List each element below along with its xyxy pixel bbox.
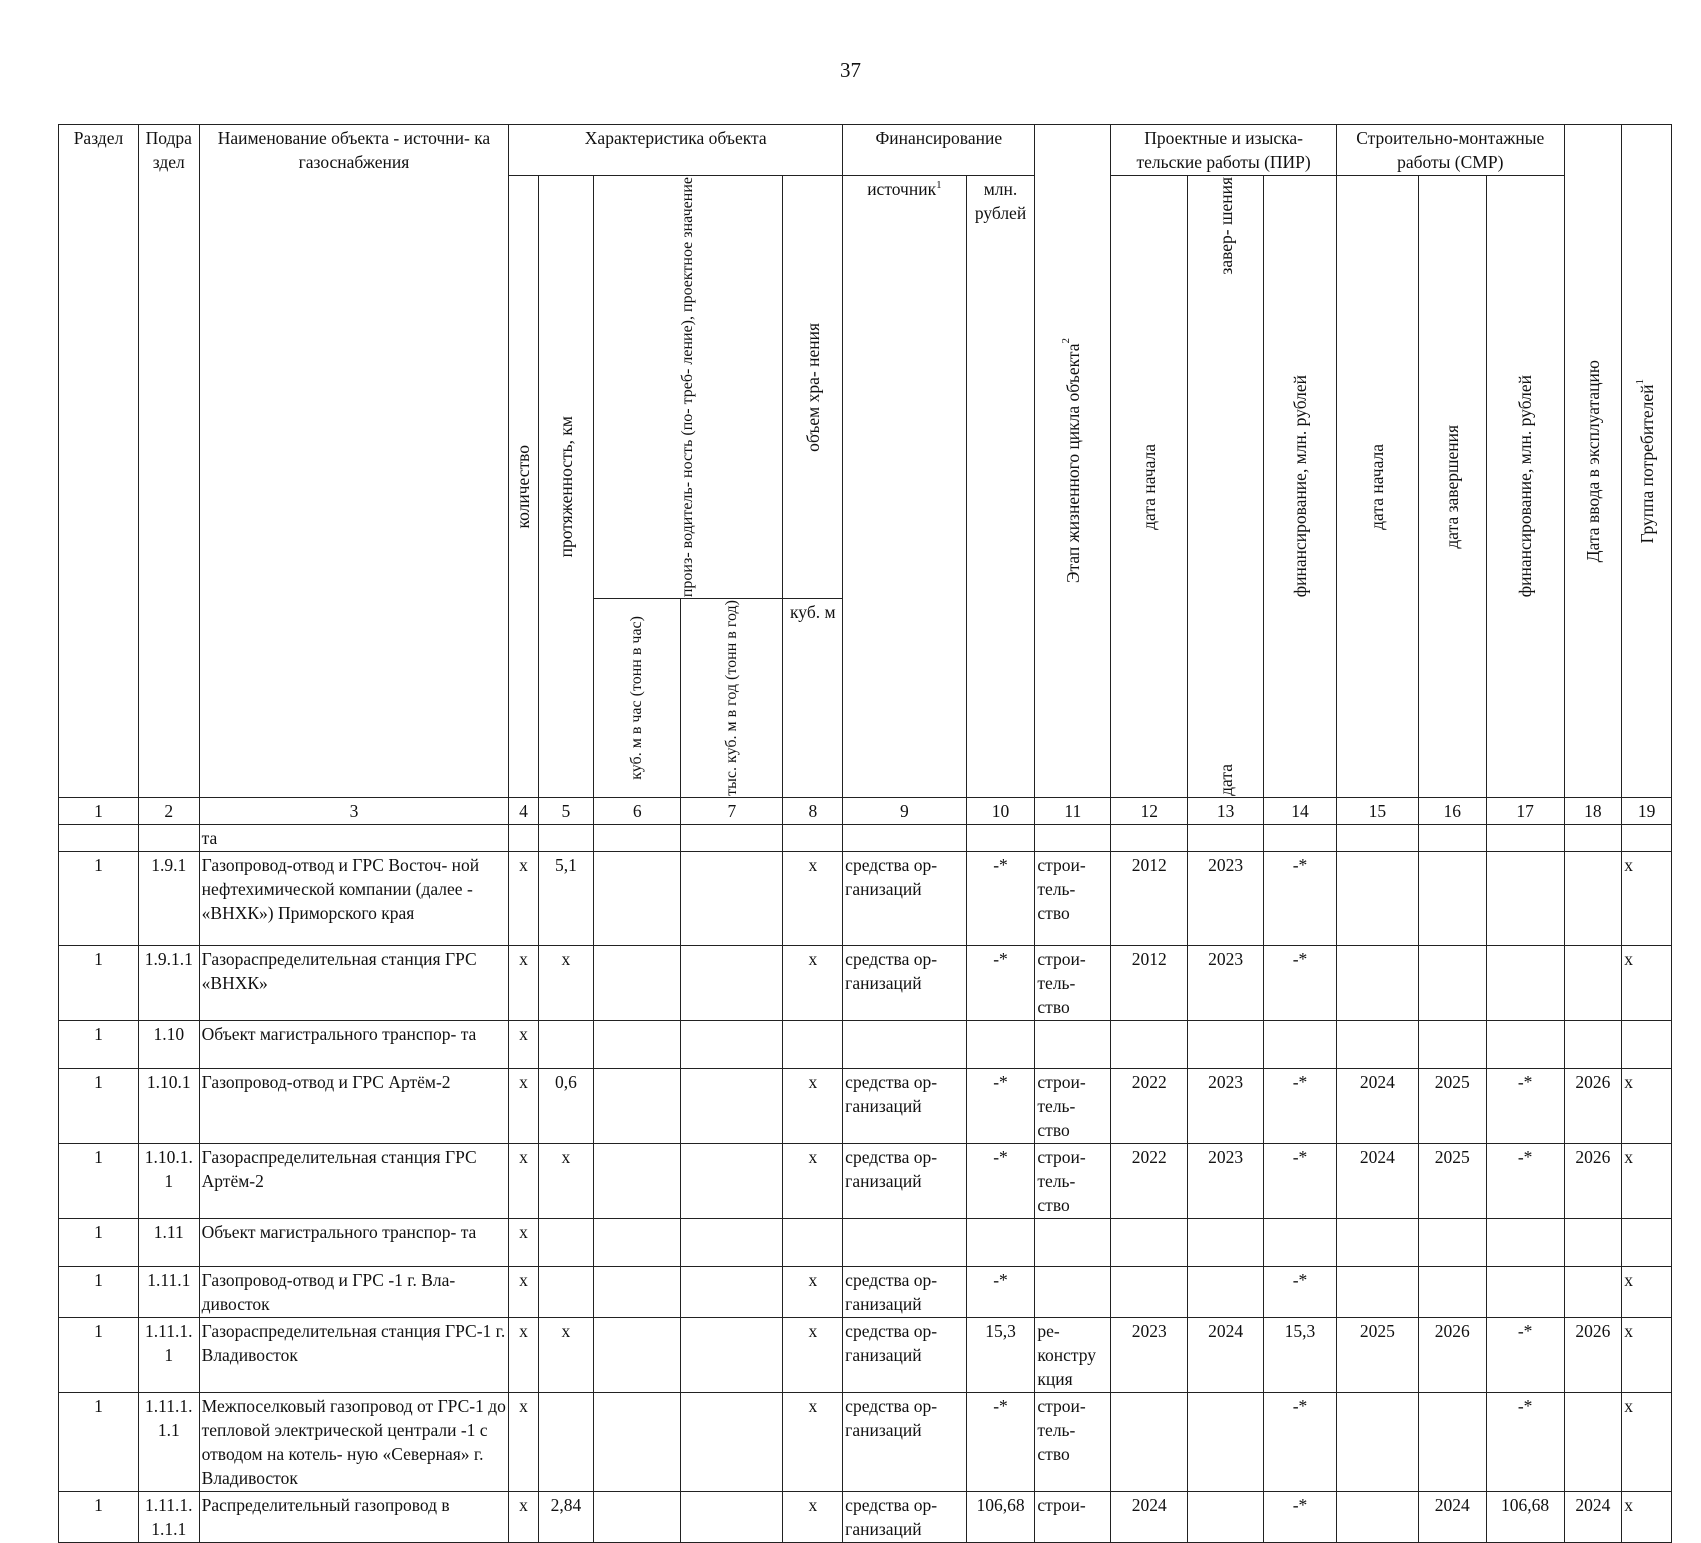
cell-c16 <box>1418 824 1486 851</box>
cell-c1: 1 <box>59 851 139 945</box>
cell-c16 <box>1418 1020 1486 1068</box>
column-number: 13 <box>1188 797 1264 824</box>
cell-c1 <box>59 824 139 851</box>
cell-c15 <box>1336 1020 1418 1068</box>
cell-c8: x <box>783 1068 843 1143</box>
column-number: 16 <box>1418 797 1486 824</box>
footnote-mark: 1 <box>936 179 942 192</box>
cell-c8: x <box>783 851 843 945</box>
cell-c9: средства ор- ганизаций <box>843 945 966 1020</box>
cell-c15 <box>1336 1218 1418 1266</box>
cell-c8: x <box>783 1491 843 1542</box>
cell-c7 <box>681 1392 783 1491</box>
cell-c18: 2026 <box>1564 1317 1622 1392</box>
cell-c8 <box>783 1020 843 1068</box>
cell-c17 <box>1486 824 1564 851</box>
header-capacity-hour: куб. м в час (тонн в час) <box>594 599 681 798</box>
cell-c1: 1 <box>59 1266 139 1317</box>
cell-c12: 2022 <box>1111 1068 1188 1143</box>
header-characteristics: Характеристика объекта <box>509 125 843 176</box>
cell-c7 <box>681 1317 783 1392</box>
header-pir: Проектные и изыска- тельские работы (ПИР) <box>1111 125 1337 176</box>
table-row <box>59 1317 1672 1392</box>
cell-c15 <box>1336 824 1418 851</box>
cell-c13 <box>1188 1266 1264 1317</box>
cell-c1: 1 <box>59 1020 139 1068</box>
header-length: протяженность, км <box>538 176 594 798</box>
cell-c17: -* <box>1486 1143 1564 1218</box>
cell-c3: Газораспределительная станция ГРС «ВНХК» <box>199 945 509 1020</box>
table-row <box>59 1068 1672 1143</box>
cell-c15: 2025 <box>1336 1317 1418 1392</box>
cell-c9: средства ор- ганизаций <box>843 851 966 945</box>
cell-c2: 1.11.1. 1.1 <box>138 1392 199 1491</box>
column-number: 15 <box>1336 797 1418 824</box>
cell-c3: Газораспределительная станция ГРС Артём-2 <box>199 1143 509 1218</box>
cell-c19: x <box>1622 1068 1672 1143</box>
cell-c14: -* <box>1264 851 1337 945</box>
cell-c8 <box>783 1218 843 1266</box>
cell-c13 <box>1188 1020 1264 1068</box>
cell-c16 <box>1418 945 1486 1020</box>
gas-supply-table <box>58 124 1672 1543</box>
cell-c2: 1.9.1 <box>138 851 199 945</box>
column-number: 2 <box>138 797 199 824</box>
cell-c10: 15,3 <box>966 1317 1035 1392</box>
cell-c18 <box>1564 824 1622 851</box>
cell-c19: x <box>1622 1317 1672 1392</box>
cell-c7 <box>681 851 783 945</box>
header-smr-end: дата завершения <box>1418 176 1486 798</box>
cell-c7 <box>681 824 783 851</box>
cell-c10: -* <box>966 851 1035 945</box>
table-row <box>59 1491 1672 1542</box>
cell-c10: -* <box>966 1392 1035 1491</box>
cell-c14: 15,3 <box>1264 1317 1337 1392</box>
cell-c19 <box>1622 1020 1672 1068</box>
cell-c11: строи- тель- ство <box>1035 1392 1111 1491</box>
cell-c5: 2,84 <box>538 1491 594 1542</box>
cell-c1: 1 <box>59 1218 139 1266</box>
header-storage: объем хра- нения <box>783 176 843 599</box>
header-financing: Финансирование <box>843 125 1035 176</box>
cell-c14 <box>1264 1020 1337 1068</box>
table-row <box>59 1218 1672 1266</box>
cell-c6 <box>594 1317 681 1392</box>
cell-c11 <box>1035 824 1111 851</box>
cell-c7 <box>681 1143 783 1218</box>
cell-c2: 1.9.1.1 <box>138 945 199 1020</box>
cell-c10 <box>966 1218 1035 1266</box>
cell-c14: -* <box>1264 1266 1337 1317</box>
cell-c11: ре- констру кция <box>1035 1317 1111 1392</box>
cell-c3: Газопровод-отвод и ГРС Артём-2 <box>199 1068 509 1143</box>
cell-c1: 1 <box>59 1491 139 1542</box>
header-storage-unit: куб. м <box>783 599 843 798</box>
header-lifecycle: Этап жизненного цикла объекта$^2$ <box>1035 125 1111 798</box>
cell-c5: x <box>538 1143 594 1218</box>
table-row <box>59 945 1672 1020</box>
cell-c14: -* <box>1264 1491 1337 1542</box>
cell-c9: средства ор- ганизаций <box>843 1266 966 1317</box>
cell-c13: 2023 <box>1188 851 1264 945</box>
cell-c16: 2025 <box>1418 1068 1486 1143</box>
cell-c19 <box>1622 824 1672 851</box>
cell-c18 <box>1564 1218 1622 1266</box>
cell-c15 <box>1336 851 1418 945</box>
cell-c14 <box>1264 1218 1337 1266</box>
cell-c12 <box>1111 1266 1188 1317</box>
cell-c16: 2025 <box>1418 1143 1486 1218</box>
column-number: 12 <box>1111 797 1188 824</box>
cell-c13 <box>1188 1218 1264 1266</box>
table-row <box>59 1392 1672 1491</box>
cell-c4: x <box>509 1266 538 1317</box>
footnote-mark: 1 <box>1633 378 1646 385</box>
cell-c11: строи- тель- ство <box>1035 945 1111 1020</box>
cell-c2: 1.10.1. 1 <box>138 1143 199 1218</box>
cell-c17: 106,68 <box>1486 1491 1564 1542</box>
cell-c5: x <box>538 945 594 1020</box>
cell-c18: 2024 <box>1564 1491 1622 1542</box>
header-smr-start: дата начала <box>1336 176 1418 798</box>
cell-c6 <box>594 1068 681 1143</box>
cell-c8: x <box>783 1392 843 1491</box>
cell-c3: Газораспределительная станция ГРС-1 г. Владивосток <box>199 1317 509 1392</box>
cell-c15 <box>1336 1491 1418 1542</box>
cell-c4: x <box>509 1020 538 1068</box>
cell-c11 <box>1035 1266 1111 1317</box>
cell-c10: -* <box>966 1266 1035 1317</box>
column-number: 18 <box>1564 797 1622 824</box>
column-number: 1 <box>59 797 139 824</box>
cell-c17 <box>1486 1020 1564 1068</box>
cell-c3: Объект магистрального транспор- та <box>199 1218 509 1266</box>
cell-c19: x <box>1622 945 1672 1020</box>
cell-c3: Газопровод-отвод и ГРС -1 г. Вла- дивосток <box>199 1266 509 1317</box>
cell-c11: строи- тель- ство <box>1035 851 1111 945</box>
table-row <box>59 851 1672 945</box>
cell-c12: 2024 <box>1111 1491 1188 1542</box>
column-number: 3 <box>199 797 509 824</box>
cell-c19: x <box>1622 851 1672 945</box>
header-pir-end: завер- шения дата <box>1188 176 1264 798</box>
cell-c14: -* <box>1264 1392 1337 1491</box>
cell-c9: средства ор- ганизаций <box>843 1068 966 1143</box>
column-number: 11 <box>1035 797 1111 824</box>
column-number: 14 <box>1264 797 1337 824</box>
table-row <box>59 824 1672 851</box>
cell-c6 <box>594 1143 681 1218</box>
cell-c3: Межпоселковый газопровод от ГРС-1 до тепловой электрической централи -1 с отводом на котель- ную «Северная» г. Владивосток <box>199 1392 509 1491</box>
cell-c11 <box>1035 1218 1111 1266</box>
cell-c12: 2022 <box>1111 1143 1188 1218</box>
cell-c16: 2024 <box>1418 1491 1486 1542</box>
cell-c9: средства ор- ганизаций <box>843 1317 966 1392</box>
cell-c13 <box>1188 1392 1264 1491</box>
header-pir-start: дата начала <box>1111 176 1188 798</box>
cell-c3: Объект магистрального транспор- та <box>199 1020 509 1068</box>
cell-c16 <box>1418 1266 1486 1317</box>
cell-c1: 1 <box>59 1317 139 1392</box>
cell-c5: 0,6 <box>538 1068 594 1143</box>
cell-c4: x <box>509 1218 538 1266</box>
cell-c15: 2024 <box>1336 1068 1418 1143</box>
cell-c5 <box>538 824 594 851</box>
cell-c18: 2026 <box>1564 1068 1622 1143</box>
cell-c10 <box>966 1020 1035 1068</box>
cell-c12 <box>1111 1218 1188 1266</box>
cell-c9 <box>843 1218 966 1266</box>
cell-c15 <box>1336 1266 1418 1317</box>
header-podrazdel: Подра здел <box>138 125 199 798</box>
cell-c9: средства ор- ганизаций <box>843 1392 966 1491</box>
cell-c15 <box>1336 1392 1418 1491</box>
cell-c5 <box>538 1266 594 1317</box>
column-number: 8 <box>783 797 843 824</box>
cell-c4: x <box>509 1317 538 1392</box>
cell-c17: -* <box>1486 1068 1564 1143</box>
cell-c10: -* <box>966 1143 1035 1218</box>
header-quantity: количество <box>509 176 538 798</box>
cell-c1: 1 <box>59 1392 139 1491</box>
cell-c8: x <box>783 1317 843 1392</box>
column-number: 6 <box>594 797 681 824</box>
cell-c13: 2023 <box>1188 1068 1264 1143</box>
cell-c6 <box>594 945 681 1020</box>
cell-c11: строи- тель- ство <box>1035 1143 1111 1218</box>
cell-c17 <box>1486 1218 1564 1266</box>
cell-c8: x <box>783 1143 843 1218</box>
cell-c7 <box>681 1491 783 1542</box>
header-smr-financing: финансирование, млн. рублей <box>1486 176 1564 798</box>
cell-c12: 2012 <box>1111 945 1188 1020</box>
cell-c18: 2026 <box>1564 1143 1622 1218</box>
cell-c4 <box>509 824 538 851</box>
cell-c19: x <box>1622 1491 1672 1542</box>
cell-c6 <box>594 1491 681 1542</box>
header-capacity-year: тыс. куб. м в год (тонн в год) <box>681 599 783 798</box>
header-consumer-group: Группа потребителей$^1$ <box>1622 125 1672 798</box>
cell-c1: 1 <box>59 1143 139 1218</box>
cell-c16 <box>1418 1392 1486 1491</box>
cell-c13: 2023 <box>1188 945 1264 1020</box>
cell-c10: -* <box>966 945 1035 1020</box>
header-smr: Строительно-монтажные работы (СМР) <box>1336 125 1564 176</box>
cell-c10 <box>966 824 1035 851</box>
cell-c1: 1 <box>59 1068 139 1143</box>
cell-c13: 2024 <box>1188 1317 1264 1392</box>
cell-c19: x <box>1622 1392 1672 1491</box>
cell-c16 <box>1418 851 1486 945</box>
cell-c7 <box>681 945 783 1020</box>
cell-c10: 106,68 <box>966 1491 1035 1542</box>
footnote-mark: 2 <box>1060 338 1073 344</box>
table-row <box>59 1266 1672 1317</box>
cell-c12 <box>1111 824 1188 851</box>
cell-c8: x <box>783 945 843 1020</box>
cell-c14: -* <box>1264 1143 1337 1218</box>
cell-c2: 1.11.1. 1.1.1 <box>138 1491 199 1542</box>
column-number: 4 <box>509 797 538 824</box>
cell-c11: строи- <box>1035 1491 1111 1542</box>
cell-c5: 5,1 <box>538 851 594 945</box>
cell-c2: 1.11.1. 1 <box>138 1317 199 1392</box>
cell-c9: средства ор- ганизаций <box>843 1491 966 1542</box>
cell-c5 <box>538 1218 594 1266</box>
cell-c4: x <box>509 1068 538 1143</box>
cell-c13: 2023 <box>1188 1143 1264 1218</box>
cell-c17: -* <box>1486 1392 1564 1491</box>
cell-c14 <box>1264 824 1337 851</box>
cell-c17: -* <box>1486 1317 1564 1392</box>
cell-c8: x <box>783 1266 843 1317</box>
cell-c2: 1.11 <box>138 1218 199 1266</box>
cell-c19: x <box>1622 1143 1672 1218</box>
cell-c3: та <box>199 824 509 851</box>
cell-c9 <box>843 824 966 851</box>
cell-c15: 2024 <box>1336 1143 1418 1218</box>
cell-c5 <box>538 1020 594 1068</box>
cell-c4: x <box>509 945 538 1020</box>
page-number: 37 <box>840 58 861 82</box>
column-number: 7 <box>681 797 783 824</box>
cell-c6 <box>594 851 681 945</box>
cell-c11: строи- тель- ство <box>1035 1068 1111 1143</box>
cell-c17 <box>1486 945 1564 1020</box>
cell-c10: -* <box>966 1068 1035 1143</box>
cell-c9 <box>843 1020 966 1068</box>
cell-c13 <box>1188 1491 1264 1542</box>
cell-c12 <box>1111 1020 1188 1068</box>
cell-c4: x <box>509 1491 538 1542</box>
cell-c12: 2012 <box>1111 851 1188 945</box>
cell-c12 <box>1111 1392 1188 1491</box>
cell-c6 <box>594 824 681 851</box>
cell-c14: -* <box>1264 945 1337 1020</box>
column-number: 5 <box>538 797 594 824</box>
cell-c16: 2026 <box>1418 1317 1486 1392</box>
cell-c4: x <box>509 851 538 945</box>
cell-c18 <box>1564 1392 1622 1491</box>
cell-c12: 2023 <box>1111 1317 1188 1392</box>
column-numbers-row <box>59 797 1672 824</box>
column-number: 17 <box>1486 797 1564 824</box>
cell-c2: 1.10 <box>138 1020 199 1068</box>
cell-c6 <box>594 1218 681 1266</box>
cell-c18 <box>1564 1020 1622 1068</box>
table-row <box>59 1020 1672 1068</box>
column-number: 19 <box>1622 797 1672 824</box>
cell-c2: 1.11.1 <box>138 1266 199 1317</box>
cell-c13 <box>1188 824 1264 851</box>
header-source: источник$^1$ <box>843 176 966 798</box>
cell-c17 <box>1486 851 1564 945</box>
cell-c14: -* <box>1264 1068 1337 1143</box>
header-mln-rubles: млн. рублей <box>966 176 1035 798</box>
cell-c4: x <box>509 1392 538 1491</box>
cell-c1: 1 <box>59 945 139 1020</box>
cell-c6 <box>594 1392 681 1491</box>
cell-c4: x <box>509 1143 538 1218</box>
cell-c7 <box>681 1266 783 1317</box>
cell-c7 <box>681 1020 783 1068</box>
table-row <box>59 1143 1672 1218</box>
cell-c8 <box>783 824 843 851</box>
cell-c6 <box>594 1266 681 1317</box>
cell-c19 <box>1622 1218 1672 1266</box>
cell-c5 <box>538 1392 594 1491</box>
cell-c2: 1.10.1 <box>138 1068 199 1143</box>
cell-c7 <box>681 1068 783 1143</box>
column-number: 9 <box>843 797 966 824</box>
header-capacity: произ- водитель- ность (по- треб- ление), проектное значение <box>594 176 783 599</box>
cell-c6 <box>594 1020 681 1068</box>
cell-c3: Газопровод-отвод и ГРС Восточ- ной нефтехимической компании (далее - «ВНХК») Приморского края <box>199 851 509 945</box>
column-number: 10 <box>966 797 1035 824</box>
header-razdel: Раздел <box>59 125 139 798</box>
header-object-name: Наименование объекта - источни- ка газоснабжения <box>199 125 509 798</box>
cell-c5: x <box>538 1317 594 1392</box>
cell-c17 <box>1486 1266 1564 1317</box>
header-pir-financing: финансирование, млн. рублей <box>1264 176 1337 798</box>
cell-c15 <box>1336 945 1418 1020</box>
cell-c16 <box>1418 1218 1486 1266</box>
cell-c19: x <box>1622 1266 1672 1317</box>
cell-c18 <box>1564 851 1622 945</box>
cell-c18 <box>1564 1266 1622 1317</box>
cell-c18 <box>1564 945 1622 1020</box>
cell-c11 <box>1035 1020 1111 1068</box>
cell-c3: Распределительный газопровод в <box>199 1491 509 1542</box>
header-commission-date: Дата ввода в эксплуатацию <box>1564 125 1622 798</box>
cell-c7 <box>681 1218 783 1266</box>
cell-c9: средства ор- ганизаций <box>843 1143 966 1218</box>
cell-c2 <box>138 824 199 851</box>
